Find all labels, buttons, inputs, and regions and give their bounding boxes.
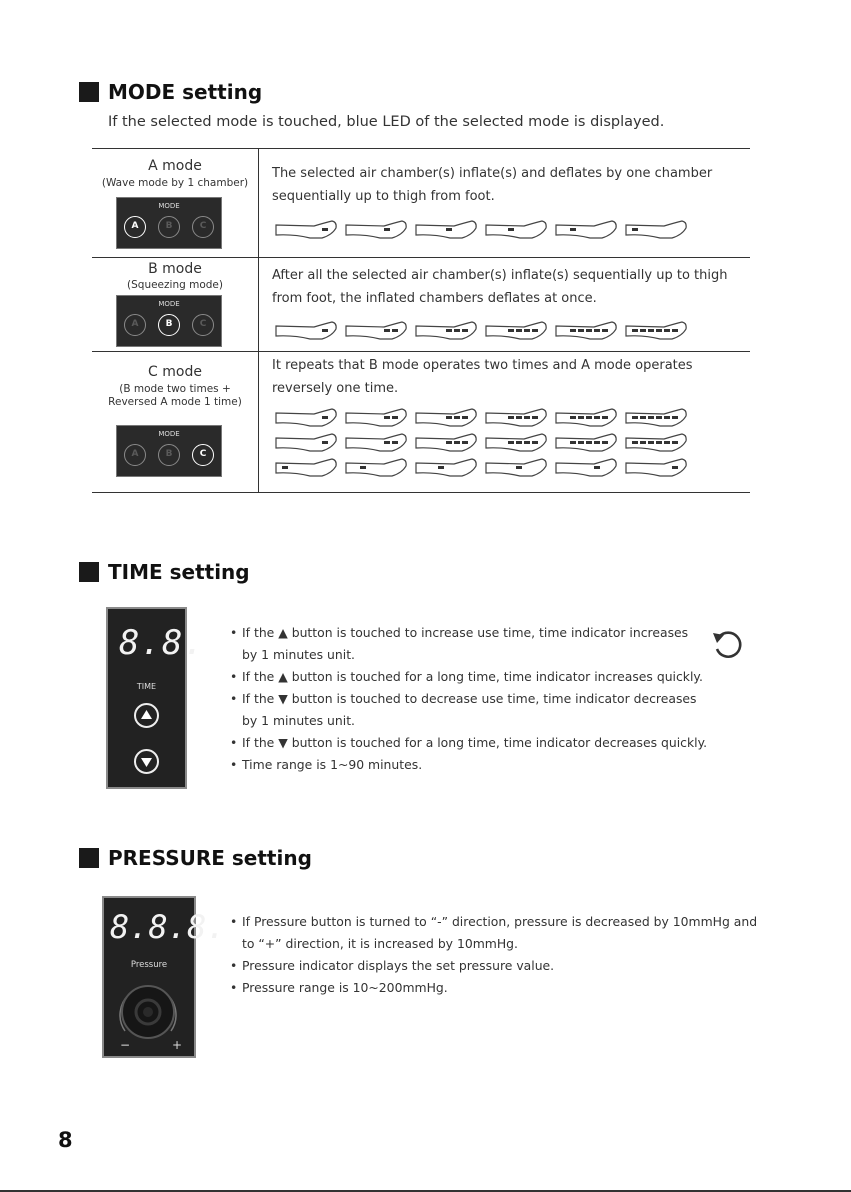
leg-illustration: [554, 219, 618, 241]
pressure-knob[interactable]: [121, 985, 175, 1039]
leg-illustration: [554, 432, 618, 454]
mode-c-button[interactable]: C: [192, 216, 214, 238]
mode-section-header: [79, 80, 262, 104]
leg-illustration: [624, 432, 688, 454]
leg-sequence-c1: [274, 407, 688, 429]
up-triangle-icon: ▲: [278, 625, 288, 640]
mode-panel-a: [116, 197, 222, 249]
up-triangle-icon: ▲: [278, 669, 288, 684]
bullet-text: Time range is 1~90 minutes.: [242, 757, 423, 772]
leg-illustration: [414, 432, 478, 454]
mode-c-button[interactable]: C: [192, 444, 214, 466]
pressure-section-header: [79, 846, 312, 870]
time-up-button[interactable]: [134, 703, 159, 728]
leg-illustration: [554, 457, 618, 479]
leg-illustration: [344, 219, 408, 241]
desc-line: sequentially up to thigh from foot.: [272, 189, 495, 204]
bullet-text: button is touched for a long time, time indicator increases quickly.: [287, 669, 703, 684]
leg-illustration: [414, 219, 478, 241]
list-item: [230, 955, 770, 977]
bullet-text: Pressure indicator displays the set pressure value.: [242, 958, 555, 973]
mode-subtitle: Reversed A mode 1 time): [108, 396, 242, 408]
leg-illustration: [274, 457, 338, 479]
down-triangle-icon: ▼: [278, 691, 288, 706]
pressure-instructions: [230, 911, 770, 999]
mode-section-title: MODE setting: [108, 80, 263, 104]
mode-a-button[interactable]: A: [124, 216, 146, 238]
mode-intro-text: If the selected mode is touched, blue LED of the selected mode is displayed.: [108, 114, 665, 130]
mode-row-a: [92, 148, 750, 257]
bullet-text: If the: [242, 669, 279, 684]
list-item: [230, 754, 750, 776]
leg-illustration: [414, 457, 478, 479]
desc-line: It repeats that B mode operates two times and A mode operates: [272, 358, 693, 373]
leg-illustration: [344, 432, 408, 454]
mode-description: [272, 354, 732, 400]
mode-name: A mode: [148, 158, 202, 174]
leg-illustration: [624, 407, 688, 429]
mode-subtitle: (Squeezing mode): [127, 279, 223, 291]
bullet-text: Pressure range is 10~200mmHg.: [242, 980, 448, 995]
bullet-continuation: to “+” direction, it is increased by 10mmHg.: [242, 936, 518, 951]
list-item: [230, 622, 750, 666]
mode-name: C mode: [148, 364, 202, 380]
mode-subtitle: (B mode two times +: [119, 383, 231, 395]
knob-grip-icon: [123, 987, 173, 1037]
leg-illustration: [414, 407, 478, 429]
mode-description: [272, 264, 732, 310]
mode-panel-c: [116, 425, 222, 477]
desc-line: The selected air chamber(s) inflate(s) and deflates by one chamber: [272, 166, 713, 181]
leg-illustration: [344, 407, 408, 429]
panel-label: MODE: [158, 300, 180, 308]
bullet-text: If the: [242, 691, 279, 706]
time-section-header: [79, 560, 250, 584]
list-item: [230, 977, 770, 999]
mode-name: B mode: [148, 261, 202, 277]
leg-sequence-b: [274, 320, 688, 342]
time-control-panel: [106, 607, 205, 789]
desc-line: reversely one time.: [272, 381, 399, 396]
mode-a-button[interactable]: A: [124, 444, 146, 466]
time-instructions: [230, 622, 750, 776]
leg-illustration: [274, 407, 338, 429]
leg-illustration: [484, 219, 548, 241]
knob-plus-label: +: [172, 1038, 183, 1052]
down-triangle-icon: [136, 751, 157, 772]
pressure-label: Pressure: [130, 960, 168, 970]
leg-illustration: [274, 219, 338, 241]
pressure-display: 8.8.8.: [110, 908, 226, 946]
leg-sequence-c2: [274, 432, 688, 454]
panel-label: MODE: [158, 430, 180, 438]
mode-description: [272, 162, 732, 208]
leg-illustration: [414, 320, 478, 342]
leg-illustration: [484, 432, 548, 454]
list-item: [230, 911, 770, 955]
time-section-title: TIME setting: [108, 560, 250, 584]
leg-illustration: [624, 320, 688, 342]
desc-line: After all the selected air chamber(s) inflate(s) sequentially up to thigh: [272, 268, 728, 283]
knob-minus-label: −: [120, 1038, 131, 1052]
leg-illustration: [484, 320, 548, 342]
leg-illustration: [274, 432, 338, 454]
leg-illustration: [484, 457, 548, 479]
mode-row-c: [92, 351, 750, 492]
mode-subtitle: (Wave mode by 1 chamber): [101, 177, 249, 189]
bullet-continuation: by 1 minutes unit.: [242, 647, 355, 662]
mode-row-b: [92, 257, 750, 351]
leg-sequence-a: [274, 219, 688, 241]
section-bullet-square: [79, 848, 99, 868]
panel-label: MODE: [158, 202, 180, 210]
bullet-text: button is touched to increase use time, time indicator increases: [287, 625, 689, 640]
mode-a-button[interactable]: A: [124, 314, 146, 336]
leg-illustration: [274, 320, 338, 342]
mode-table: [92, 148, 750, 493]
time-down-button[interactable]: [134, 749, 159, 774]
bullet-text: button is touched to decrease use time, time indicator decreases: [287, 691, 697, 706]
list-item: [230, 666, 750, 688]
mode-b-button[interactable]: B: [158, 216, 180, 238]
section-bullet-square: [79, 562, 99, 582]
table-rule: [92, 492, 750, 493]
leg-illustration: [624, 457, 688, 479]
section-bullet-square: [79, 82, 99, 102]
time-label: TIME: [136, 682, 157, 691]
list-item: [230, 732, 750, 754]
bullet-text: If the: [242, 735, 279, 750]
leg-illustration: [484, 407, 548, 429]
bullet-text: button is touched for a long time, time indicator decreases quickly.: [287, 735, 708, 750]
leg-illustration: [554, 407, 618, 429]
mode-c-button[interactable]: C: [192, 314, 214, 336]
bullet-text: If Pressure button is turned to “-” direction, pressure is decreased by 10mmHg and: [242, 914, 758, 929]
down-triangle-icon: ▼: [278, 735, 288, 750]
leg-illustration: [554, 320, 618, 342]
pressure-control-panel: [102, 896, 226, 1058]
bullet-continuation: by 1 minutes unit.: [242, 713, 355, 728]
bullet-text: If the: [242, 625, 279, 640]
leg-illustration: [344, 320, 408, 342]
page-number: 8: [58, 1128, 73, 1152]
leg-illustration: [624, 219, 688, 241]
mode-b-button[interactable]: B: [158, 444, 180, 466]
leg-sequence-c3: [274, 457, 688, 479]
up-triangle-icon: [136, 705, 157, 726]
mode-panel-b: [116, 295, 222, 347]
time-display: 8.8.: [119, 623, 205, 663]
desc-line: from foot, the inflated chambers deflates at once.: [272, 291, 597, 306]
list-item: [230, 688, 750, 732]
pressure-section-title: PRESSURE setting: [108, 846, 312, 870]
leg-illustration: [344, 457, 408, 479]
mode-b-button[interactable]: B: [158, 314, 180, 336]
